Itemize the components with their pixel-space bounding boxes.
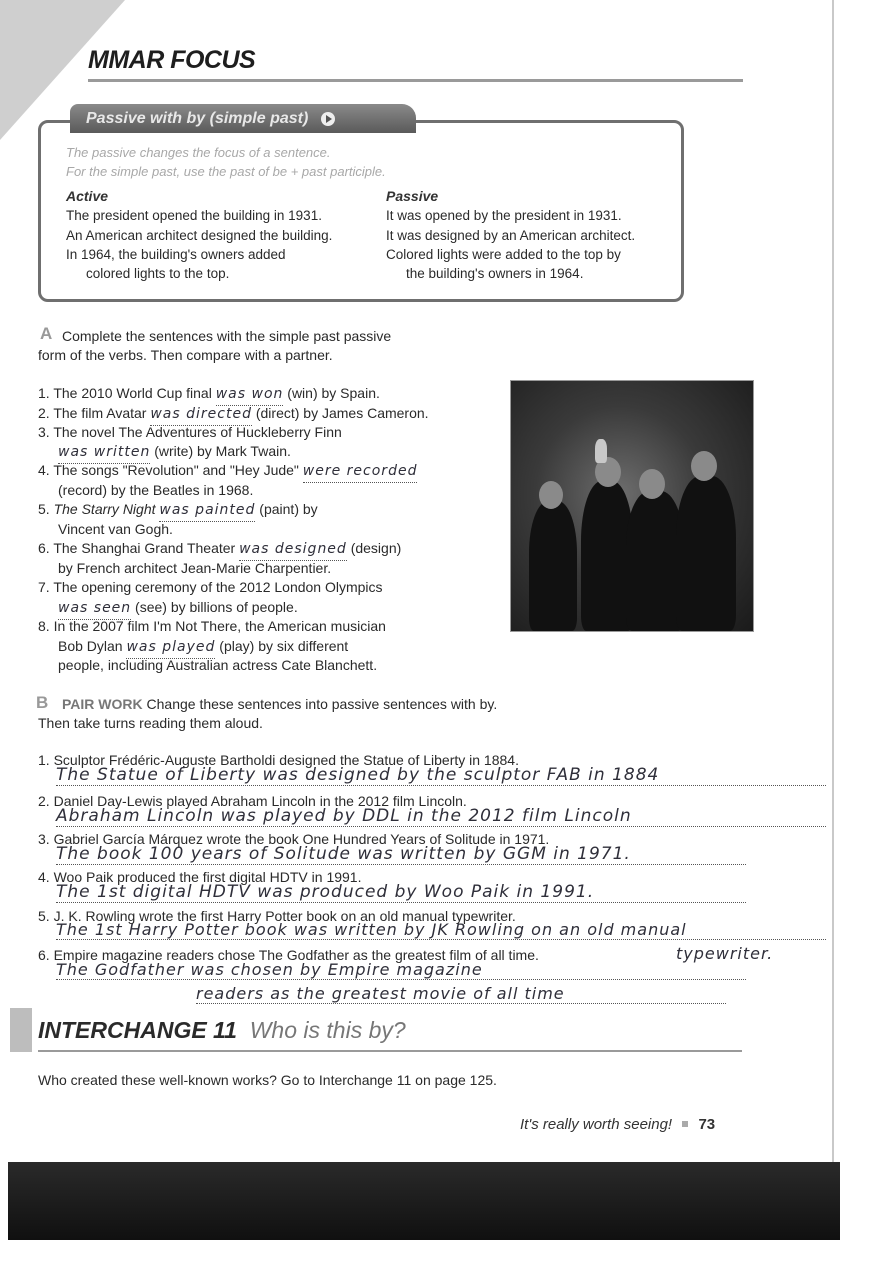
list-item: Vincent van Gogh. xyxy=(58,521,173,537)
page-number: 73 xyxy=(698,1116,716,1133)
pair-work-label: PAIR WORK xyxy=(62,696,143,712)
answer-field[interactable]: was written xyxy=(58,443,150,464)
grammar-tab-label: Passive with by (simple past) xyxy=(86,110,309,127)
page-title: MMAR FOCUS xyxy=(88,46,256,74)
section-a-instruction: Complete the sentences with the simple past passive xyxy=(62,328,392,344)
answer-field[interactable]: were recorded xyxy=(303,462,418,483)
list-item: 7. The opening ceremony of the 2012 London Olympics xyxy=(38,579,383,595)
list-item: by French architect Jean-Marie Charpentier. xyxy=(58,560,332,576)
page-footer: It's really worth seeing! 73 xyxy=(520,1116,716,1133)
passive-example: Colored lights were added to the top by xyxy=(386,247,621,262)
list-item: people, including Australian actress Cate Blanchett. xyxy=(58,657,378,673)
passive-heading: Passive xyxy=(386,188,439,204)
list-item: 1. Sculptor Frédéric-Auguste Bartholdi designed the Statue of Liberty in 1884. xyxy=(38,752,519,768)
answer-field[interactable]: was played xyxy=(126,638,215,659)
passive-example: It was opened by the president in 1931. xyxy=(386,208,622,223)
list-item: 6. The Shanghai Grand Theater was designed (design) xyxy=(38,539,508,561)
grammar-tab[interactable] xyxy=(70,104,416,133)
title-rule xyxy=(88,79,743,82)
list-item: 1. The 2010 World Cup final was won (win) by Spain. xyxy=(38,384,508,406)
section-b-instruction: PAIR WORK Change these sentences into passive sentences with by. xyxy=(62,696,498,712)
grammar-intro-2: For the simple past, use the past of be + past participle. xyxy=(66,164,386,179)
play-icon[interactable] xyxy=(321,112,335,126)
answer-field[interactable]: The Statue of Liberty was designed by the sculptor FAB in 1884 xyxy=(56,765,826,786)
list-item: 4. The songs "Revolution" and "Hey Jude" were recorded xyxy=(38,461,508,483)
section-marker xyxy=(10,1008,32,1052)
section-a-letter: A xyxy=(40,324,53,343)
list-item: 2. The film Avatar was directed (direct) by James Cameron. xyxy=(38,404,508,426)
answer-continuation: readers as the greatest movie of all time xyxy=(196,984,726,1004)
list-item: 3. Gabriel García Márquez wrote the book One Hundred Years of Solitude in 1971. xyxy=(38,831,550,847)
interchange-rule xyxy=(38,1050,742,1052)
page-edge xyxy=(832,0,834,1170)
trophy-icon xyxy=(595,439,607,463)
answer-field[interactable]: The book 100 years of Solitude was written by GGM in 1971. xyxy=(56,844,746,865)
scan-edge-shadow xyxy=(8,1162,840,1240)
active-example: The president opened the building in 1931. xyxy=(66,208,322,223)
list-item: 5. The Starry Night was painted (paint) by xyxy=(38,500,508,522)
list-item: 5. J. K. Rowling wrote the first Harry Potter book on an old manual typewriter. xyxy=(38,908,516,924)
team-celebration-photo xyxy=(510,380,754,632)
section-b-instruction: Then take turns reading them aloud. xyxy=(38,715,263,731)
passive-example: the building's owners in 1964. xyxy=(406,266,584,281)
answer-field[interactable]: was designed xyxy=(239,540,347,561)
active-example: An American architect designed the building. xyxy=(66,228,333,243)
answer-field[interactable]: The 1st Harry Potter book was written by JK Rowling on an old manual xyxy=(56,920,826,940)
answer-field[interactable]: was painted xyxy=(159,501,255,522)
answer-continuation: typewriter. xyxy=(676,944,774,963)
list-item: (record) by the Beatles in 1968. xyxy=(58,482,254,498)
section-a-instruction: form of the verbs. Then compare with a partner. xyxy=(38,347,333,363)
interchange-text: Who created these well-known works? Go to Interchange 11 on page 125. xyxy=(38,1072,497,1088)
list-item: 2. Daniel Day-Lewis played Abraham Lincoln in the 2012 film Lincoln. xyxy=(38,793,467,809)
interchange-heading: INTERCHANGE 11 Who is this by? xyxy=(38,1017,406,1043)
list-item: was written (write) by Mark Twain. xyxy=(58,442,508,464)
list-item: 6. Empire magazine readers chose The Godfather as the greatest film of all time. xyxy=(38,947,539,963)
list-item: Bob Dylan was played (play) by six different xyxy=(58,637,508,659)
active-example: In 1964, the building's owners added xyxy=(66,247,286,262)
list-item: 4. Woo Paik produced the first digital HDTV in 1991. xyxy=(38,869,362,885)
answer-field[interactable]: was won xyxy=(216,385,284,406)
answer-field[interactable]: was seen xyxy=(58,599,131,620)
passive-example: It was designed by an American architect. xyxy=(386,228,636,243)
active-heading: Active xyxy=(66,188,109,204)
answer-field[interactable]: was directed xyxy=(150,405,252,426)
grammar-intro-1: The passive changes the focus of a sentence. xyxy=(66,145,331,160)
answer-field[interactable]: The Godfather was chosen by Empire magazine xyxy=(56,960,746,980)
square-bullet-icon xyxy=(682,1121,688,1127)
active-example: colored lights to the top. xyxy=(86,266,230,281)
list-item: 8. In the 2007 film I'm Not There, the American musician xyxy=(38,618,386,634)
section-b-letter: B xyxy=(36,693,49,712)
list-item: 3. The novel The Adventures of Huckleberry Finn xyxy=(38,424,342,440)
list-item: was seen (see) by billions of people. xyxy=(58,598,508,620)
answer-field[interactable]: Abraham Lincoln was played by DDL in the 2012 film Lincoln xyxy=(56,806,826,827)
answer-field[interactable]: The 1st digital HDTV was produced by Woo Paik in 1991. xyxy=(56,882,746,903)
